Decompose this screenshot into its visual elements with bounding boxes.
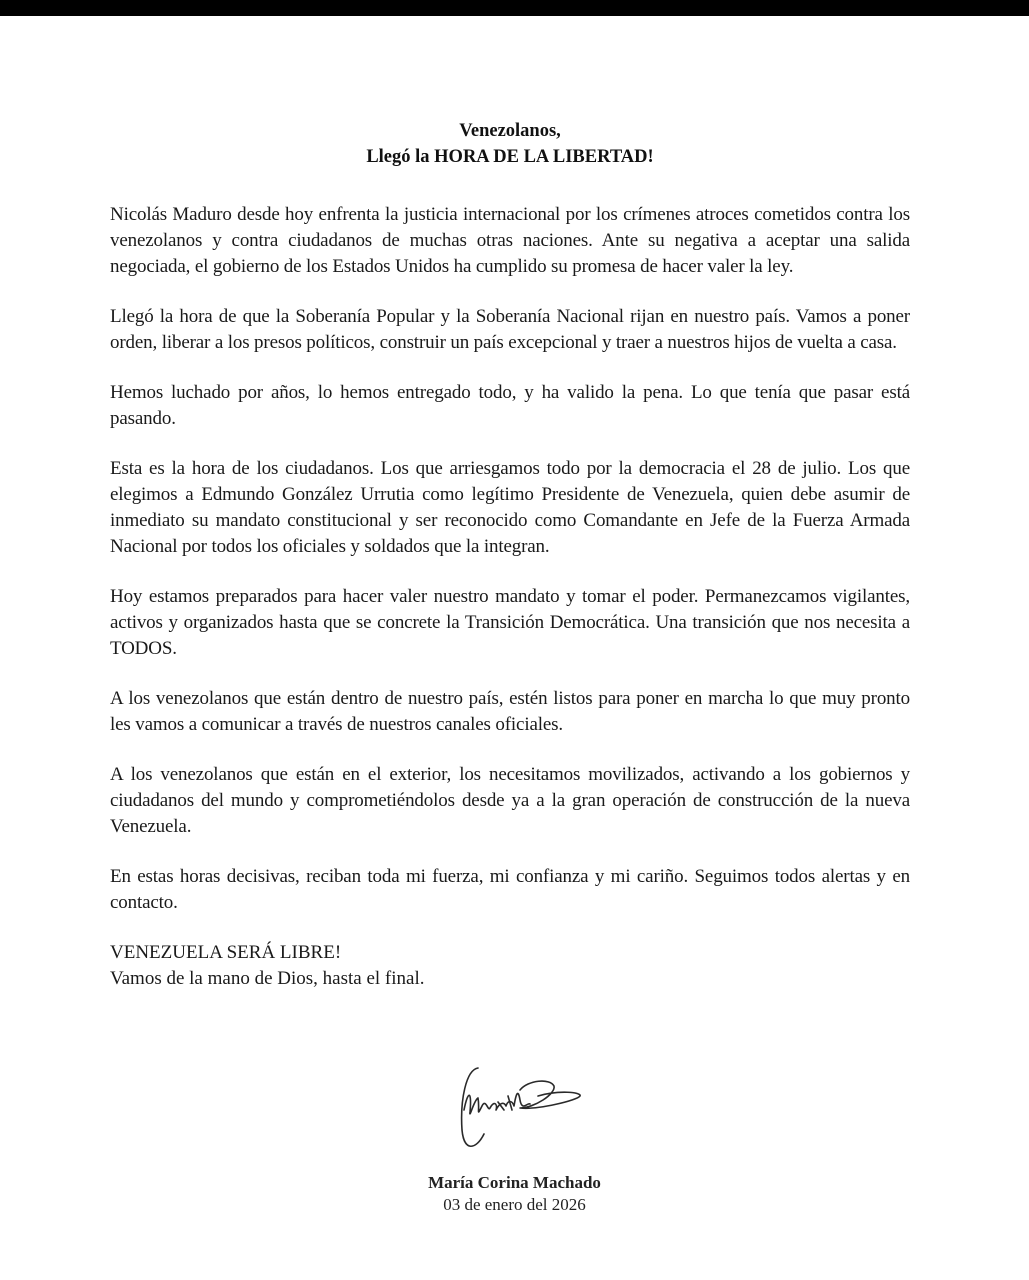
paragraph: Llegó la hora de que la Soberanía Popular y la Soberanía Nacional rijan en nuestro país. Vamos a poner orden, liberar a los presos políticos, construir un país excepcional y traer a nuestros hijos de vuelta a casa.: [110, 306, 910, 353]
letter-title: [110, 118, 910, 170]
top-black-bar: [0, 0, 1029, 16]
signature-icon: [438, 1060, 588, 1160]
title-line-headline: Llegó la HORA DE LA LIBERTAD!: [366, 147, 654, 167]
closing: [110, 940, 910, 992]
paragraph: Hoy estamos preparados para hacer valer nuestro mandato y tomar el poder. Permanezcamos vigilantes, activos y organizados hasta que se concrete la Transición Democrática. Una transición que nos necesita a TODOS.: [110, 586, 910, 659]
paragraph: A los venezolanos que están dentro de nuestro país, estén listos para poner en marcha lo que muy pronto les vamos a comunicar a través de nuestros canales oficiales.: [110, 688, 910, 735]
signer-name: María Corina Machado: [428, 1173, 601, 1192]
closing-slogan: VENEZUELA SERÁ LIBRE!: [110, 942, 342, 963]
closing-farewell: Vamos de la mano de Dios, hasta el final.: [110, 968, 425, 989]
paragraph: Esta es la hora de los ciudadanos. Los que arriesgamos todo por la democracia el 28 de julio. Los que elegimos a Edmundo González Urrutia como legítimo Presidente de Venezuela, quien debe asumir de inmediato su mandato constitucional y ser reconocido como Comandante en Jefe de la Fuerza Armada Nacional por todos los oficiales y soldados que la integran.: [110, 458, 910, 557]
paragraph: Nicolás Maduro desde hoy enfrenta la justicia internacional por los crímenes atroces cometidos contra los venezolanos y contra ciudadanos de muchas otras naciones. Ante su negativa a aceptar una salida negociada, el gobierno de los Estados Unidos ha cumplido su promesa de hacer valer la ley.: [110, 204, 910, 277]
letter-body: [110, 118, 910, 992]
paragraph: Hemos luchado por años, lo hemos entregado todo, y ha valido la pena. Lo que tenía que pasar está pasando.: [110, 382, 910, 429]
signature-block: [0, 1060, 1029, 1216]
paragraph: A los venezolanos que están en el exterior, los necesitamos movilizados, activando a los gobiernos y ciudadanos del mundo y comprometiéndolos desde ya a la gran operación de construcción de la nueva Venezuela.: [110, 764, 910, 837]
paragraph: En estas horas decisivas, reciban toda mi fuerza, mi confianza y mi cariño. Seguimos todos alertas y en contacto.: [110, 866, 910, 913]
title-line-greeting: Venezolanos,: [459, 121, 561, 141]
signature-date: 03 de enero del 2026: [443, 1195, 586, 1214]
